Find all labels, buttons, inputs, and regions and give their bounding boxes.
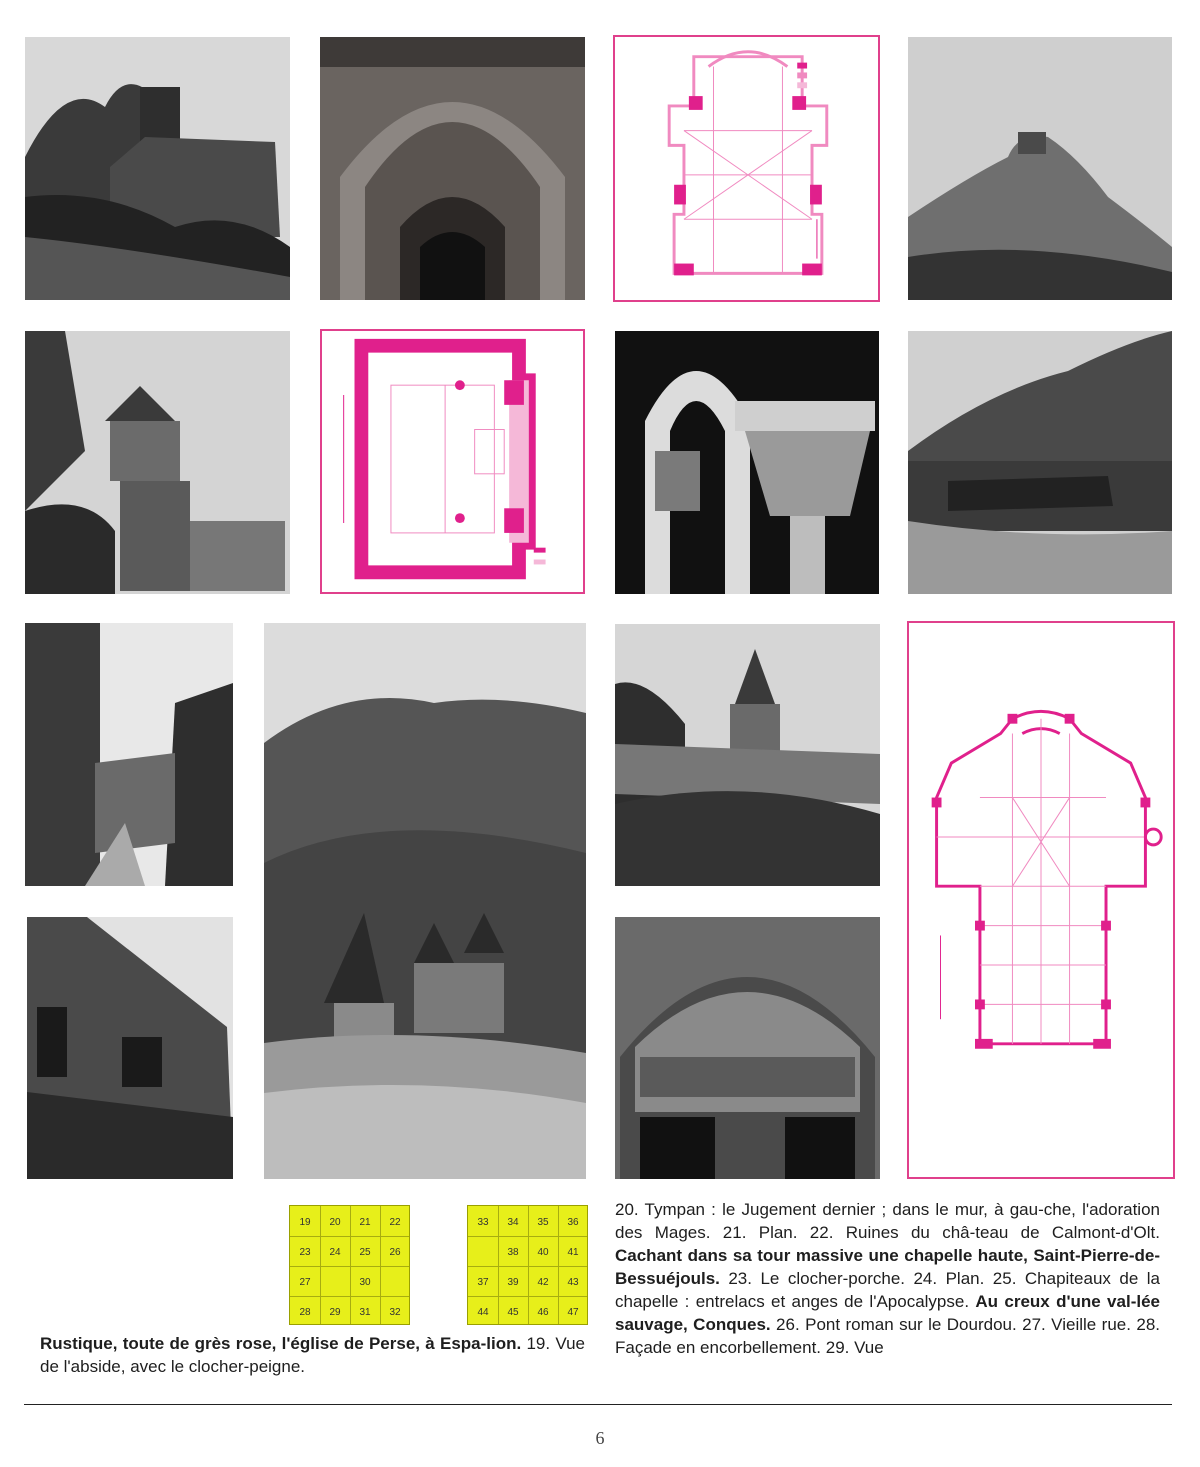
floor-plan-24: [320, 329, 585, 594]
grid-cell: 30: [359, 1277, 371, 1288]
caption-left: [40, 1332, 585, 1378]
grid-cell: 35: [537, 1217, 549, 1228]
grid-cell: 42: [537, 1277, 549, 1288]
grid-cell: 22: [389, 1217, 401, 1228]
footer-rule: [24, 1404, 1172, 1405]
caption-right-bold-2: Au creux d'une val-lée sauvage, Conques.: [615, 1292, 1160, 1334]
grid-cell: 29: [329, 1307, 341, 1318]
grid-cell: 31: [359, 1307, 371, 1318]
grid-cell: 41: [567, 1247, 579, 1258]
photo-chapel-capitals: [615, 331, 879, 594]
grid-cell: 34: [507, 1217, 519, 1228]
photo-bell-tower-bessuejouls: [25, 331, 290, 594]
photo-tympanum-portal: [320, 37, 585, 300]
grid-cell: 32: [389, 1307, 401, 1318]
photo-castle-calmont: [908, 37, 1172, 300]
grid-cell: 46: [537, 1307, 549, 1318]
grid-cell: 37: [477, 1277, 489, 1288]
grid-cell: 47: [567, 1307, 579, 1318]
caption-right-text-1: 20. Tympan : le Jugement dernier ; dans le mur, à gau-che, l'adoration des Mages. 21. Plan. 22. Ruines du châ-teau de Calmont-d'Olt.: [615, 1200, 1160, 1242]
caption-right: [615, 1198, 1160, 1359]
grid-cell: 20: [329, 1217, 341, 1228]
floor-plan-conques: [907, 621, 1175, 1179]
caption-right-bold-1: Cachant dans sa tour massive une chapelle haute, Saint-Pierre-de-Bessuéjouls.: [615, 1246, 1160, 1288]
grid-cell: 36: [567, 1217, 579, 1228]
grid-cell: 40: [537, 1247, 549, 1258]
photo-apse-church-perse: [25, 37, 290, 300]
photo-tympanum-last-judgment: [615, 917, 880, 1179]
photo-roman-bridge-dourdou: [908, 331, 1172, 594]
grid-cell: 19: [299, 1217, 311, 1228]
grid-cell: 27: [299, 1277, 311, 1288]
legend-grid-right: [467, 1205, 588, 1325]
caption-right-text-2: 23. Le clocher-porche. 24. Plan. 25. Chapiteaux de la chapelle : entrelacs et anges de l'Apocalypse.: [615, 1269, 1160, 1311]
grid-cell: 26: [389, 1247, 401, 1258]
photo-old-street: [25, 623, 233, 886]
floor-plan-21: [613, 35, 880, 302]
grid-cell: 23: [299, 1247, 311, 1258]
grid-cell: 24: [329, 1247, 341, 1258]
legend-grid-left: [289, 1205, 410, 1325]
grid-cell: 28: [299, 1307, 311, 1318]
grid-cell: 39: [507, 1277, 519, 1288]
grid-cell: 45: [507, 1307, 519, 1318]
photo-conques-abbey: [615, 624, 880, 886]
photo-corbelled-facade: [27, 917, 233, 1179]
photo-conques-panorama: [264, 623, 586, 1179]
grid-cell: 33: [477, 1217, 489, 1228]
grid-cell: 21: [359, 1217, 371, 1228]
grid-cell: 44: [477, 1307, 489, 1318]
grid-cell: 38: [507, 1247, 519, 1258]
page-number: 6: [595, 1428, 605, 1448]
caption-left-text: 19. Vue de l'abside, avec le clocher-peigne.: [40, 1334, 585, 1376]
caption-right-text-3: 26. Pont roman sur le Dourdou. 27. Vieille rue. 28. Façade en encorbellement. 29. Vue: [615, 1315, 1160, 1357]
caption-left-bold: Rustique, toute de grès rose, l'église de Perse, à Espa-lion.: [40, 1334, 522, 1353]
grid-cell: 25: [359, 1247, 371, 1258]
grid-cell: 43: [567, 1277, 579, 1288]
